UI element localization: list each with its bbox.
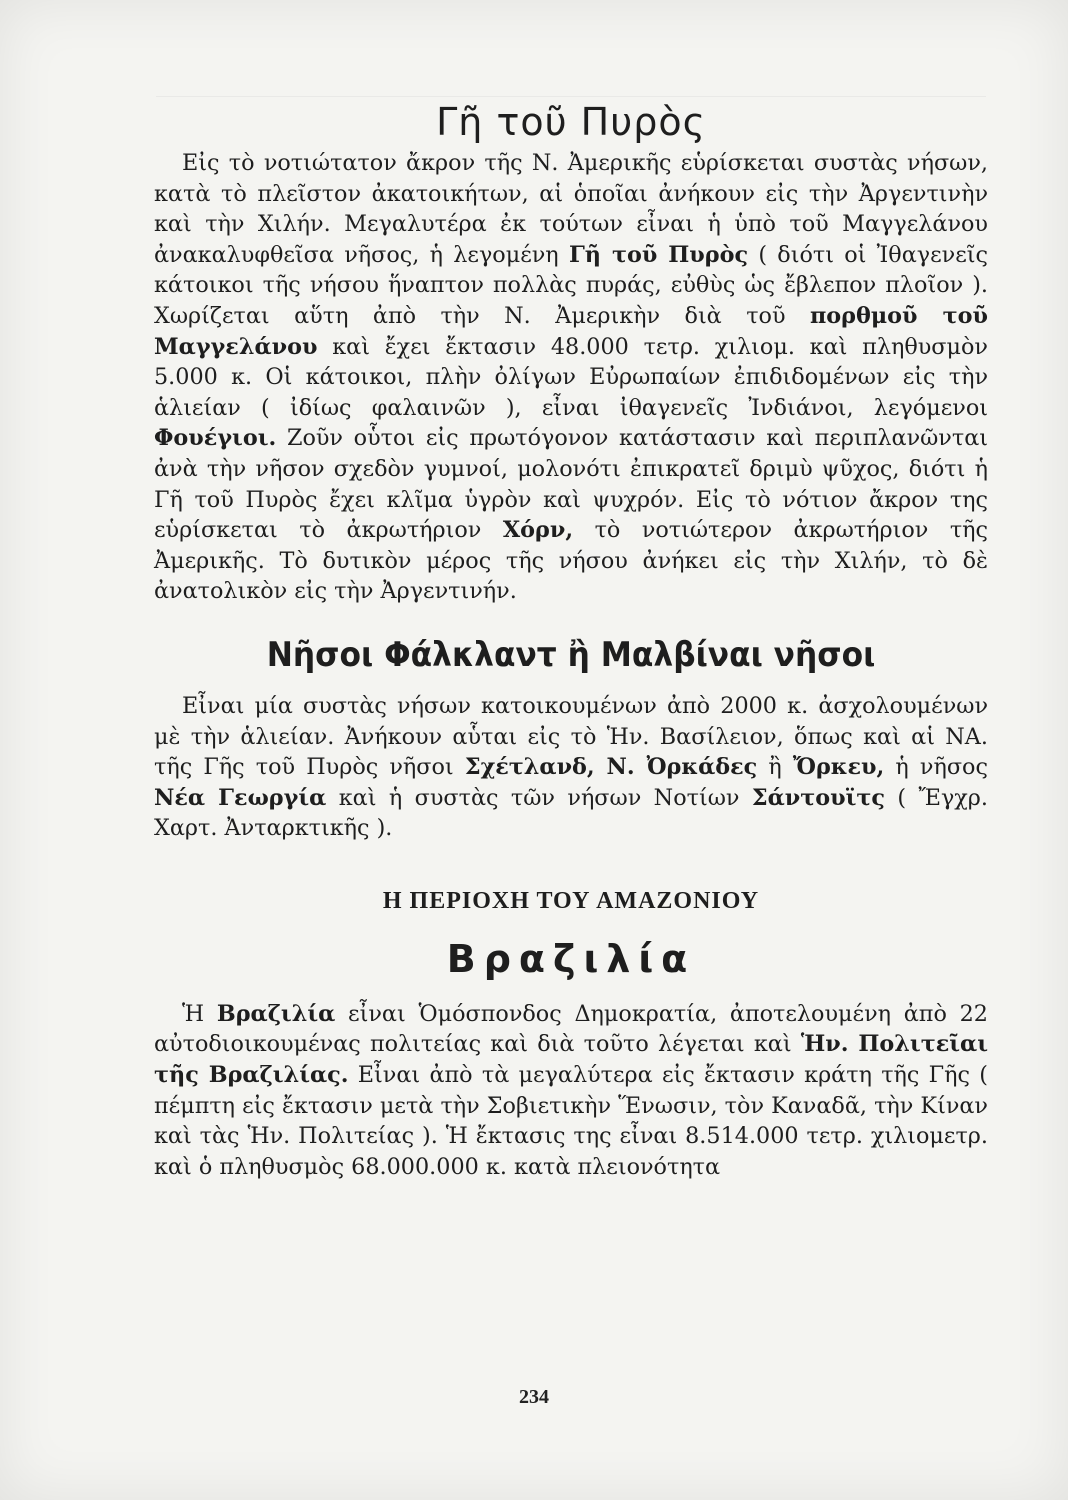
- text-run: καὶ ἔχει ἔκτασιν 48.000 τετρ. χιλιομ. καὶ πληθυσμὸν 5.000 κ. Οἱ κάτοικοι, πλὴν ὀλίγων Εὐρωπαίων ἐπιδιδομένων εἰς τὴν ἁλιείαν ( ἰδίως φαλαινῶν ), εἶναι ἰθαγενεῖς Ἰνδιάνοι, λεγόμενοι: [154, 333, 988, 421]
- bold-term: Φουέγιοι.: [154, 425, 277, 452]
- section-title-tierra-del-fuego: Γῆ τοῦ Πυρὸς: [436, 100, 706, 144]
- text-run: καὶ ἡ συστὰς τῶν νήσων Νοτίων: [326, 784, 752, 811]
- bold-term: Βραζιλία: [216, 1000, 336, 1027]
- bold-term: Γῆ τοῦ Πυρὸς: [568, 241, 749, 268]
- text-run: τὸ νοτιώτερον ἀκρωτήριον τῆς Ἀμερικῆς. Τὸ δυτικὸν μέρος τῆς νήσου ἀνήκει εἰς τὴν Χιλήν, τὸ δὲ ἀνατολικὸν εἰς τὴν Ἀργεντινήν.: [154, 517, 988, 605]
- section-title-falkland-islands: Νῆσοι Φάλκλαντ ἢ Μαλβίναι νῆσοι: [266, 634, 876, 675]
- text-run: ( Ἔγχρ. Χαρτ. Ἀνταρκτικῆς ).: [154, 784, 988, 842]
- text-run: Ζοῦν οὗτοι εἰς πρωτόγονον κατάστασιν καὶ περιπλανῶνται ἀνὰ τὴν νῆσον σχεδὸν γυμνοί, μολονότι ἐπικρατεῖ δριμὺ ψῦχος, διότι ἡ Γῆ τοῦ Πυρὸς ἔχει κλῖμα ὑγρὸν καὶ ψυχρόν. Εἰς τὸ νότιον ἄκρον της εὑρίσκεται τὸ ἀκρωτήριον: [154, 425, 988, 544]
- paragraph-brazil: [154, 999, 988, 1183]
- text-run: ἢ: [757, 754, 793, 781]
- paragraph-falkland-islands: [154, 691, 988, 844]
- bold-term: πορθμοῦ τοῦ Μαγγελάνου: [154, 302, 988, 360]
- bold-term: Σχέτλανδ, Ν. Ὀρκάδες: [464, 754, 758, 781]
- page-number: 234: [519, 1386, 549, 1408]
- text-run: Εἰς τὸ νοτιώτατον ἄκρον τῆς Ν. Ἀμερικῆς εὑρίσκεται συστὰς νήσων, κατὰ τὸ πλεῖστον ἀκατοικήτων, αἱ ὁποῖαι ἀνήκουν εἰς τὴν Ἀργεντινὴν καὶ τὴν Χιλήν. Μεγαλυτέρα ἐκ τούτων εἶναι ἡ ὑπὸ τοῦ Μαγγελάνου ἀνακαλυφθεῖσα νῆσος, ἡ λεγομένη: [154, 150, 988, 268]
- bold-term: Ὄρκευ,: [792, 754, 885, 781]
- page-content: [154, 100, 988, 1182]
- text-run: ( διότι οἱ Ἰθαγενεῖς κάτοικοι τῆς νήσου ἥναπτον πολλὰς πυράς, εὐθὺς ὡς ἔβλεπον πλοῖον ). Χωρίζεται αὕτη ἀπὸ τὴν Ν. Ἀμερικὴν διὰ τοῦ: [154, 241, 988, 329]
- bold-term: Χόρν,: [502, 517, 574, 544]
- text-run: ἡ νῆσος: [884, 754, 988, 781]
- paragraph-tierra-del-fuego: [154, 148, 988, 607]
- region-heading-amazon: Η ΠΕΡΙΟΧΗ ΤΟΥ ΑΜΑΖΟΝΙΟΥ: [382, 887, 760, 914]
- text-run: Εἶναι μία συστὰς νήσων κατοικουμένων ἀπὸ 2000 κ. ἀσχολουμένων μὲ τὴν ἁλιείαν. Ἀνήκουν αὗται εἰς τὸ Ἡν. Βασίλειον, ὅπως καὶ αἱ ΝΑ. τῆς Γῆς τοῦ Πυρὸς νῆσοι: [154, 692, 988, 781]
- bold-term: Ἡν. Πολιτεῖαι τῆς Βραζιλίας.: [154, 1031, 988, 1089]
- bold-term: Σάντουϊτς: [751, 784, 885, 811]
- text-run: Εἶναι ἀπὸ τὰ μεγαλύτερα εἰς ἔκτασιν κράτη τῆς Γῆς ( πέμπτη εἰς ἔκτασιν μετὰ τὴν Σοβιετικὴν Ἕνωσιν, τὸν Καναδᾶ, τὴν Κίναν καὶ τὰς Ἡν. Πολιτείας ). Ἡ ἔκτασις της εἶναι 8.514.000 τετρ. χιλιομετρ. καὶ ὁ πληθυσμὸς 68.000.000 κ. κατὰ πλειονότητα: [154, 1062, 988, 1180]
- bold-term: Νέα Γεωργία: [154, 784, 327, 811]
- text-run: εἶναι Ὁμόσπονδος Δημοκρατία, ἀποτελουμένη ἀπὸ 22 αὐτοδιοικουμένας πολιτείας καὶ διὰ τοῦτο λέγεται καὶ: [154, 1000, 988, 1058]
- text-run: Ἡ: [182, 1000, 217, 1027]
- section-title-brazil: Βραζιλία: [446, 936, 696, 981]
